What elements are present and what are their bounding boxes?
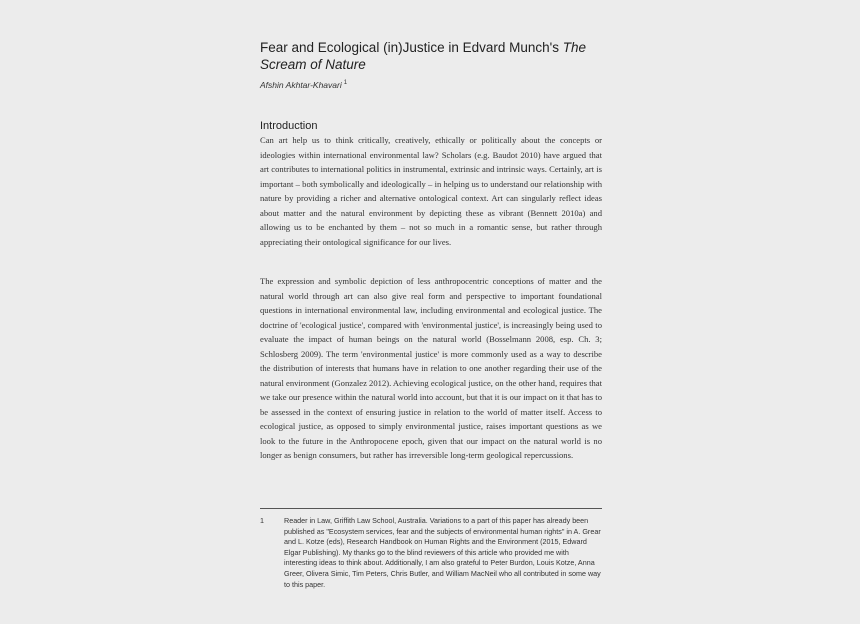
author-line xyxy=(260,80,347,90)
paper-title-main: Fear and Ecological (in)Justice in Edvard Munch's xyxy=(260,40,563,55)
paper-title xyxy=(260,39,620,73)
section-heading: Introduction xyxy=(260,120,318,132)
paragraph-1: Can art help us to think critically, creatively, ethically or politically about the concepts or ideologies within international environmental law? Scholars (e.g. Baudot 2010) have argued that art contributes to international politics in instrumental, extrinsic and intrinsic ways. Certainly, art is important – both symbolically and ideologically – in helping us to understand our relationship with nature by providing a richer and alternative ontological context. Art can singularly reflect ideas about matter and the natural environment by depicting these as vibrant (Bennett 2010a) and allowing us to be enchanted by them – not so much in a romantic sense, but rather through appreciating their ontological significance for our lives. xyxy=(260,135,602,247)
paragraph-2: The expression and symbolic depiction of less anthropocentric conceptions of matter and the natural world through art can also give real form and perspective to important foundational questions in international environmental law, including environmental and ecological justice. The doctrine of 'ecological justice', compared with 'environmental justice', is increasingly being used to evaluate the impact of human beings on the natural world (Bosselmann 2008, esp. Ch. 3; Schlosberg 2009). The term 'environmental justice' is more commonly used as a way to describe the distribution of interests that humans have in relation to one another regarding their use of the natural environment (Gonzalez 2012). Achieving ecological justice, on the other hand, requires that we take our presence within the natural world into account, but that it is our impact on it that has to be assessed in the context of ensuring justice in relation to the world of matter itself. Access to ecological justice, as opposed to simply environmental justice, raises important questions as we look to the future in the Anthropocene epoch, given that our impact on the natural world is no longer as benign consumers, but rather has irreversible long-term geological repercussions. xyxy=(260,276,602,460)
footnote-text: Reader in Law, Griffith Law School, Australia. Variations to a part of this paper has already been published as "Ecosystem services, fear and the subjects of environmental human rights" in A. Grear and L. Kotze (eds), Research Handbook on Human Rights and the Environment (2015, Edward Elgar Publishing). My thanks go to the blind reviewers of this article who provided me with interesting ideas to think about. Additionally, I am also grateful to Peter Burdon, Louis Kotze, Anna Greer, Olivera Simic, Tim Peters, Chris Butler, and William MacNeil who all contributed in some way to this paper. xyxy=(284,516,601,589)
footnote-number: 1 xyxy=(260,516,264,525)
author-name: Afshin Akhtar-Khavari xyxy=(260,80,342,90)
paper-title-italic: The Scream of Nature xyxy=(260,40,586,72)
footnote-divider xyxy=(260,508,602,509)
author-footnote-mark: 1 xyxy=(343,80,348,86)
